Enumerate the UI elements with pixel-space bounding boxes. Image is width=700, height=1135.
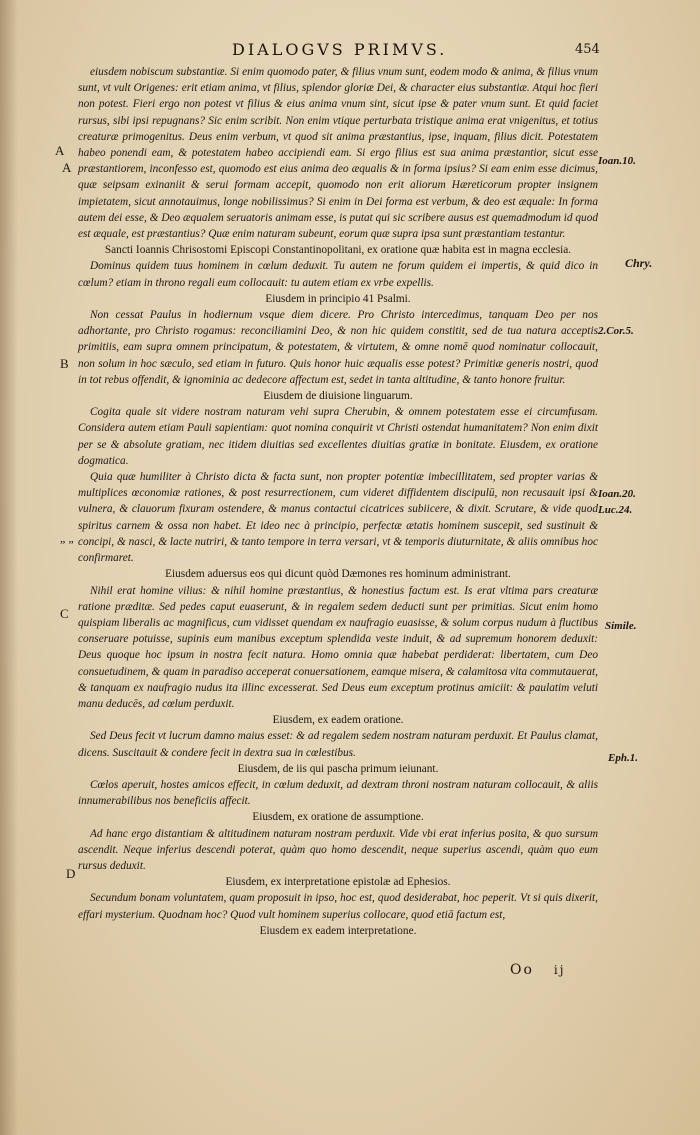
text-paragraph: Dominus quidem tuus hominem in cœlum deduxit. Tu autem ne forum quidem ei impertis, & quid dico in cœlum? etiam in throno regali eum collocauit: tu autem etiam ex vrbe expellis. — [78, 260, 598, 289]
running-header — [0, 40, 700, 62]
section-heading: Eiusdem de diuisione linguarum. — [263, 390, 413, 403]
margin-ref-luc-24: Luc.24. — [598, 504, 633, 516]
text-paragraph: Ad hanc ergo distantiam & altitudinem naturam nostram perduxit. Vide vbi erat inferius posita, & quo sursum ascendit. Neque inferius descendi poterat, quàm quo homo descendit, neque superius ascendi, quàm quo eum rursus deduxit. — [78, 827, 598, 872]
page-gutter-shadow — [0, 0, 18, 1135]
text-paragraph: Sed Deus fecit vt lucrum damno maius esset: & ad regalem sedem nostram naturam perduxit. Et Paulus clamat, dicens. Suscitauit & condere fecit in dextra sua in cœlestibus. — [78, 730, 598, 759]
margin-ref-2-cor-5: 2.Cor.5. — [598, 325, 634, 337]
margin-letter-b: B — [60, 356, 69, 371]
margin-ref-eph-1: Eph.1. — [608, 752, 638, 764]
margin-ref-ioan-20: Ioan.20. — [598, 488, 636, 500]
signature-number: ij — [553, 963, 566, 977]
section-heading: Eiusdem ex eadem interpretatione. — [259, 924, 417, 937]
margin-letter-c: C — [60, 606, 69, 621]
signature-letters: Oo — [510, 962, 534, 978]
section-heading: Eiusdem, ex eadem oratione. — [272, 714, 404, 727]
text-paragraph: Non cessat Paulus in hodiernum vsque diem dicere. Pro Christo intercedimus, tanquam Deo per nos adhortante, pro Christo rogamus: reconciliamini Deo, & non hic quidem constitit, sed de tua natura acceptis primitiis, eam supra omnem principatum, & potestatem, & virtutem, & omne nomē quod nominatur collocauit, non solum in hoc sæculo, sed etiam in futuro. Quis honor huic æqualis esse potest? Primitiæ generis nostri, quod in tot rebus offendit, & ignominia ac dedecore affectum est, sedet in tanta altitudine, & tanto honore fruitur. — [78, 309, 598, 386]
section-heading: Eiusdem in principio 41 Psalmi. — [265, 292, 411, 305]
margin-letter-a-2: A — [62, 160, 72, 175]
section-heading: Eiusdem, ex interpretatione epistolæ ad Ephesios. — [225, 876, 451, 889]
text-paragraph: Quia quæ humiliter à Christo dicta & facta sunt, non propter potentiæ imbecillitatem, sed propter varias & multiplices œconomiæ rationes, & post resurrectionem, cum videret diffidentem discipulū, non recusauit ipsi & vulnera, & clauorum fixuram ostendere, & manus contactui cicatrices subiicere, & dixit. Scrutare, & vide quod spiritus carnem & ossa non habet. Et ideo nec à principio, perfectæ ætatis hominem suscepit, sed sustinuit & concipi, & nasci, & lacte nutriri, & tanto tempore in terra versari, vt & temporis diuturnitate, & aliis omnibus hoc confirmaret. — [78, 471, 598, 565]
section-heading: Eiusdem aduersus eos qui dicunt quòd Dæmones res hominum administrant. — [165, 568, 511, 581]
section-heading: Sancti Ioannis Chrisostomi Episcopi Constantinopolitani, ex oratione quæ habita est in magna ecclesia. — [104, 244, 572, 257]
text-paragraph: Cœlos aperuit, hostes amicos effecit, in cœlum deduxit, ad dextram throni nostram naturam collocauit, & aliis innumerabilibus nos beneficiis affecit. — [78, 778, 598, 808]
text-paragraph: Nihil erat homine vilius: & nihil homine præstantius, & honestius factum est. Is erat vltima pars creaturæ ratione præditæ. Sed pedes caput euaserunt, & in regalem sedem deducti sunt per primitias. Sicut enim homo quispiam liberalis ac magnificus, cum vidisset quendam ex naufragio euasisse, & solum corpus nudum à fluctibus conseruare potuisse, supinis eum manibus exceptum splendida veste induit, & ad supremum honorem deduxit: Deus quoque hoc ipsum in nostra fecit natura. Homo omnia quæ habebat perdiderat: libertatem, cum Deo consuetudinem, & quam in paradiso acceperat conuersationem, eamque misera, & calamitosa vita commutauerat, & tanquam ex naufragio nudus ita illinc excesserat. Sed Deus eum exceptum protinus amiciit: & paulatim veluti manu deducēs, ad cœlum perduxit. — [78, 584, 598, 710]
margin-ref-ioan-10: Ioan.10. — [598, 155, 636, 167]
main-text-column — [78, 64, 598, 939]
running-title: DIALOGVS PRIMVS. — [232, 40, 448, 59]
margin-letter-d: D — [66, 866, 76, 881]
section-heading: Eiusdem, ex oratione de assumptione. — [252, 811, 424, 824]
signature-mark — [510, 962, 565, 978]
text-paragraph: eiusdem nobiscum substantiæ. Si enim quomodo pater, & filius vnum sunt, eodem modo & anima, & filius vnum sunt, vt vult Origenes: erit etiam anima, vt filius, splendor gloriæ Dei, & character eius substantiæ. Atqui hoc fieri non potest. Fieri ergo non potest vt filius & eius anima vnum sint, sicut ipse & pater vnum sunt. Et quid faciet rursus, sibi ipsi repugnans? Sic enim scribit. Non enim vtique perturbata tristique anima erat vnigenitus, et totius creaturæ primogenitus. Deus enim verbum, vt quod sit anima præstantius, ipse, inquam, filius dicit. Potestatem habeo ponendi eam, & potestatem habeo accipiendi eam. Si ergo filius est sua anima præstantior, sicut esse præstantiorem, inconfesso est, quomodo est eius anima deo æqualis & in forma ipsius? Si eam enim esse dicimus, quæ seipsam exinaniit & serui formam accepit, quomodo non erit aliorum Hæreticorum propter insignem impietatem, sicut annotauimus, longe nobilissimus? Si enim in Dei forma est verbum, & deo est æquale: In forma autem dei esse, & Deo æqualem seruatoris animam esse, is putat qui sic scribere ausus est quemadmodum id quod est æquale, est præstantius? Quæ enim naturam subeunt, eorum quæ supra ipsa sunt præstantiam testantur. — [78, 66, 598, 241]
text-paragraph: Secundum bonam voluntatem, quam proposuit in ipso, hoc est, quod desiderabat, hoc peperit. Vt si quis dixerit, effari mysterium. Quodnam hoc? Quod vult hominem superius collocare, quod etiā factum est, — [78, 892, 598, 921]
margin-ref-chry: Chry. — [625, 256, 653, 270]
margin-ref-simile: Simile. — [605, 620, 637, 632]
text-paragraph: Cogita quale sit videre nostram naturam vehi supra Cherubin, & omnem potestatem esse ei circumfusam. Considera autem etiam Pauli sapientiam: quot nomina conquirit vt Christi ostendat humanitatem? Non enim dixit per se & absolute gratiam, nec itidem diuitias sed excellentes diuitias gratiæ in bonitate. Eiusdem, ex oratione dogmatica. — [78, 406, 598, 467]
margin-letter-a: A — [55, 143, 65, 158]
margin-quote-marks: „ „ — [60, 531, 74, 545]
page-number: 454 — [575, 42, 600, 57]
section-heading: Eiusdem, de iis qui pascha primum ieiunant. — [237, 762, 439, 775]
